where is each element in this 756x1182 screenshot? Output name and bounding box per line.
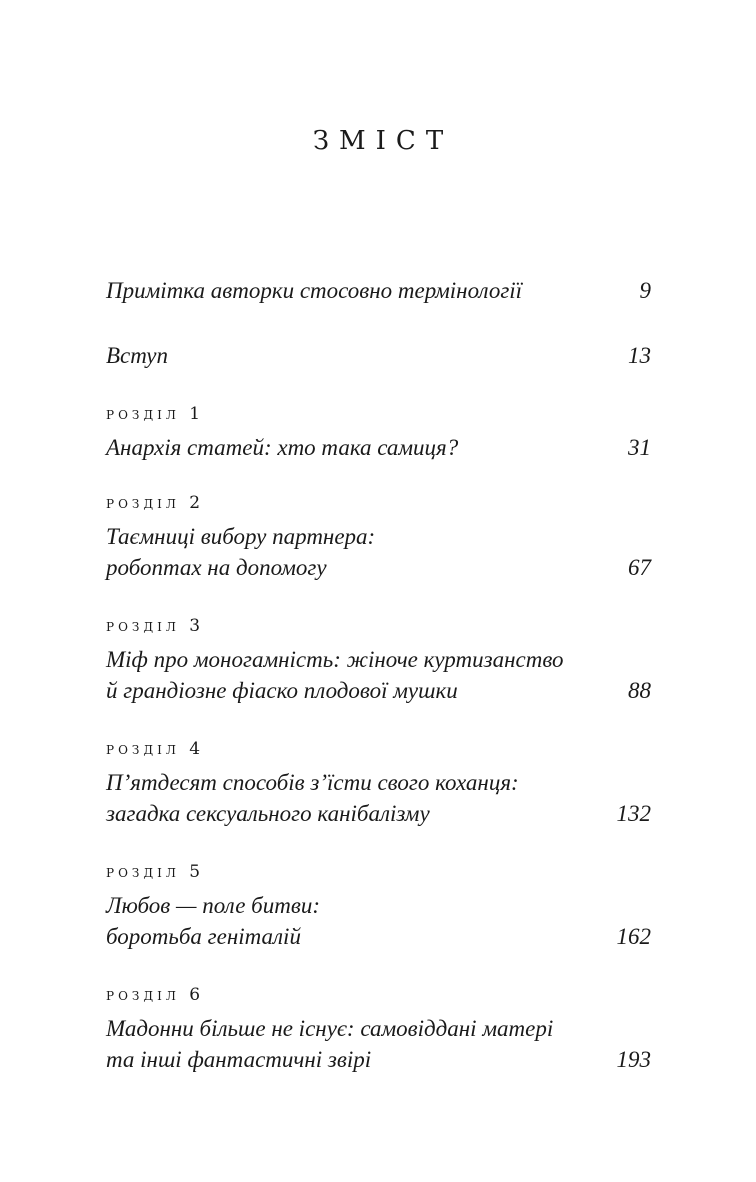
chapter-label: розділ 4 [106, 739, 205, 759]
toc-page-number: 193 [616, 1047, 651, 1072]
page-title: ЗМІСТ [312, 126, 454, 156]
toc-entry-title-line: Таємниці вибору партнера: [106, 524, 376, 549]
toc-page-number: 132 [616, 801, 651, 826]
toc-entry-chapter-4[interactable] [106, 737, 651, 829]
toc-entry-title-line: Любов — поле битви: [106, 893, 320, 918]
toc-page-number: 13 [628, 343, 651, 368]
toc-page-number: 162 [616, 924, 651, 949]
toc-entry-title-line: Анархія статей: хто така самиця? [106, 435, 459, 460]
toc-entry-title [106, 675, 651, 706]
toc-entry-title [106, 1044, 651, 1075]
toc-entry-title-line: та інші фантастичні звірі [106, 1047, 372, 1072]
toc-entry-title: Вступ [106, 343, 169, 368]
chapter-label: розділ 6 [106, 985, 205, 1005]
toc-entry-title [106, 921, 651, 952]
toc-entry-title [106, 432, 651, 463]
toc-page-number: 88 [628, 678, 651, 703]
toc-entry-chapter-1[interactable] [106, 402, 651, 463]
toc-entry-title-line: робоптах на допомогу [106, 555, 327, 580]
toc-entry-chapter-2[interactable] [106, 491, 651, 583]
toc-entry-chapter-5[interactable] [106, 860, 651, 952]
toc-entry-chapter-3[interactable] [106, 614, 651, 706]
toc-entry-title-line: Мадонни більше не існує: самовіддані матері [106, 1016, 554, 1041]
toc-page-number: 9 [639, 278, 651, 303]
toc-entry-title: Примітка авторки стосовно термінології [106, 278, 523, 303]
toc-entry-title-line: Міф про моногамність: жіноче куртизанство [106, 647, 564, 672]
chapter-label: розділ 1 [106, 404, 205, 424]
toc-entry-author-note[interactable] [106, 275, 651, 306]
toc-entry-title-line: П’ятдесят способів з’їсти свого коханця: [106, 770, 519, 795]
chapter-label: розділ 5 [106, 862, 205, 882]
chapter-label: розділ 3 [106, 616, 205, 636]
toc-entry-introduction[interactable] [106, 340, 651, 371]
toc-page-number: 31 [628, 435, 651, 460]
toc-entry-title-line: й грандіозне фіаско плодової мушки [106, 678, 458, 703]
toc-entry-title-line: боротьба геніталій [106, 924, 301, 949]
toc-entry-title [106, 798, 651, 829]
chapter-label: розділ 2 [106, 493, 205, 513]
toc-entry-chapter-6[interactable] [106, 983, 651, 1075]
toc-page-number: 67 [628, 555, 651, 580]
toc-entry-title-line: загадка сексуального канібалізму [106, 801, 430, 826]
toc-entry-title [106, 552, 651, 583]
